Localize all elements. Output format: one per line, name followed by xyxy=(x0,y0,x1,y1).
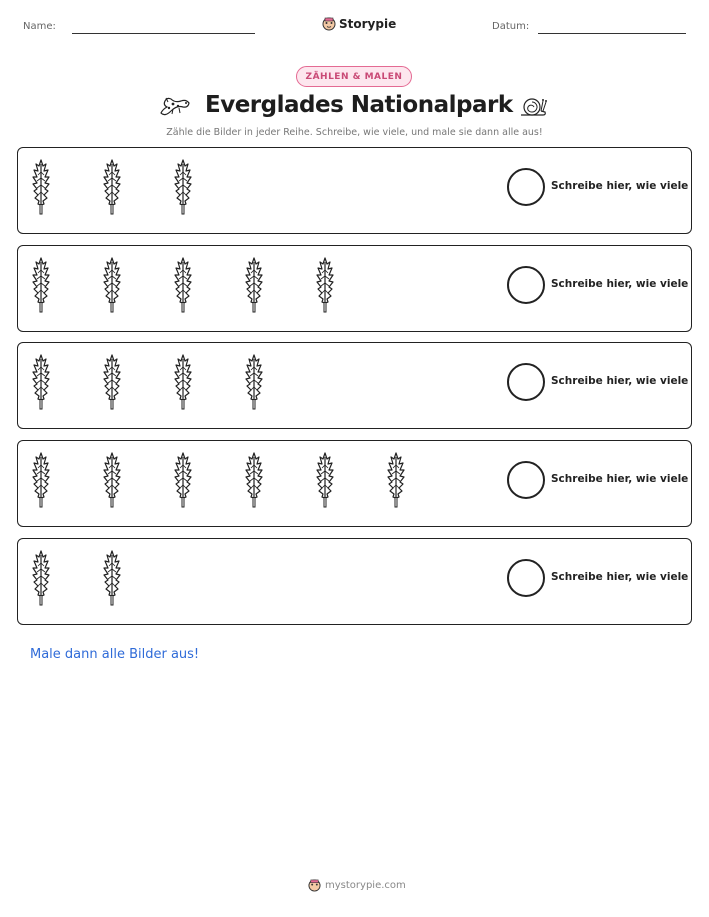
sawgrass-plant-icon xyxy=(170,158,196,216)
answer-circle[interactable] xyxy=(507,559,545,597)
brand-name: Storypie xyxy=(339,17,397,31)
date-field-line[interactable] xyxy=(538,33,686,34)
answer-circle[interactable] xyxy=(507,168,545,206)
sawgrass-plant-icon xyxy=(383,451,409,509)
snail-icon xyxy=(519,95,547,119)
counting-row-3 xyxy=(17,342,692,429)
instructions-text: Zähle die Bilder in jeder Reihe. Schreibe, wie viele, und male sie dann alle aus! xyxy=(166,127,543,138)
sawgrass-plant-icon xyxy=(170,451,196,509)
sawgrass-plant-icon xyxy=(28,451,54,509)
sawgrass-plant-icon xyxy=(241,256,267,314)
storypie-logo xyxy=(322,14,396,34)
sawgrass-plant-icon xyxy=(28,158,54,216)
name-field-line[interactable] xyxy=(72,33,255,34)
sawgrass-plant-icon xyxy=(99,256,125,314)
sawgrass-plant-icon xyxy=(99,158,125,216)
sawgrass-plant-icon xyxy=(28,549,54,607)
worksheet-header xyxy=(0,14,709,40)
sawgrass-plant-icon xyxy=(28,256,54,314)
sawgrass-plant-icon xyxy=(28,353,54,411)
salamander-icon xyxy=(159,95,191,119)
counting-row-5 xyxy=(17,538,692,625)
answer-label: Schreibe hier, wie viele xyxy=(551,180,689,192)
counting-row-1 xyxy=(17,147,692,234)
sawgrass-plant-icon xyxy=(99,451,125,509)
counting-row-2 xyxy=(17,245,692,332)
answer-label: Schreibe hier, wie viele xyxy=(551,473,689,485)
activity-badge: ZÄHLEN & MALEN xyxy=(296,66,412,87)
sawgrass-plant-icon xyxy=(241,353,267,411)
storypie-mascot-icon xyxy=(308,879,321,892)
answer-label: Schreibe hier, wie viele xyxy=(551,571,689,583)
counting-row-4 xyxy=(17,440,692,527)
sawgrass-plant-icon xyxy=(99,549,125,607)
answer-label: Schreibe hier, wie viele xyxy=(551,278,689,290)
sawgrass-plant-icon xyxy=(170,256,196,314)
sawgrass-plant-icon xyxy=(312,256,338,314)
sawgrass-plant-icon xyxy=(170,353,196,411)
sawgrass-plant-icon xyxy=(241,451,267,509)
answer-circle[interactable] xyxy=(507,266,545,304)
color-instruction: Male dann alle Bilder aus! xyxy=(30,647,200,662)
name-label: Name: xyxy=(23,21,56,32)
footer-logo xyxy=(308,879,406,892)
storypie-mascot-icon xyxy=(322,17,336,31)
answer-label: Schreibe hier, wie viele xyxy=(551,375,689,387)
sawgrass-plant-icon xyxy=(312,451,338,509)
sawgrass-plant-icon xyxy=(99,353,125,411)
answer-circle[interactable] xyxy=(507,363,545,401)
answer-circle[interactable] xyxy=(507,461,545,499)
page-title: Everglades Nationalpark xyxy=(205,92,513,118)
footer-url: mystorypie.com xyxy=(325,880,406,891)
date-label: Datum: xyxy=(492,21,530,32)
